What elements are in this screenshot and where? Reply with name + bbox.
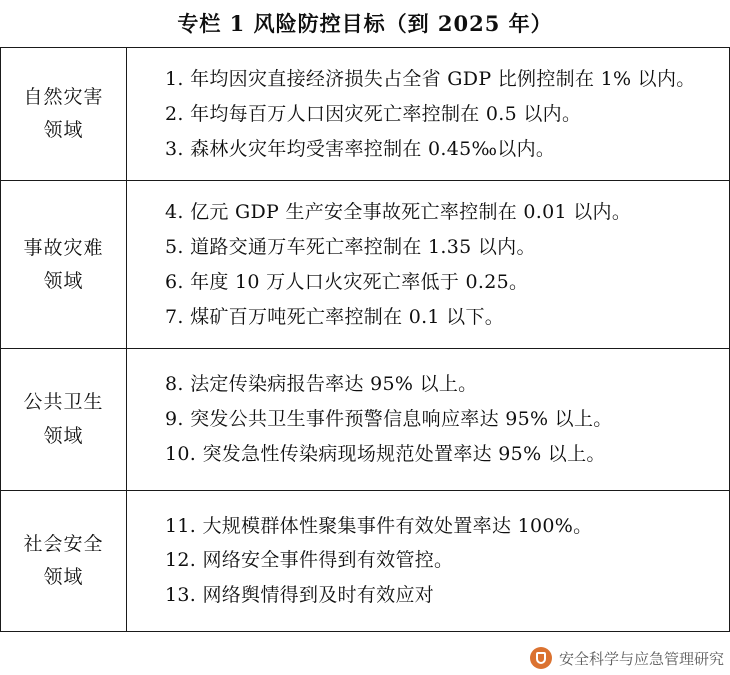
row-label-line: 领域 [43,565,84,588]
list-item: 8. 法定传染病报告率达 95% 以上。 [165,373,478,396]
row-label-natural-disaster [1,48,127,181]
row-label-line: 事故灾难 [23,236,104,259]
list-item: 9. 突发公共卫生事件预警信息响应率达 95% 以上。 [165,408,613,431]
row-items-accident-disaster [127,181,730,349]
page-title: 专栏 1 风险防控目标（到 2025 年） [177,11,553,36]
list-item: 13. 网络舆情得到及时有效应对 [165,584,435,607]
list-item: 2. 年均每百万人口因灾死亡率控制在 0.5 以内。 [165,102,582,125]
list-item: 3. 森林火灾年均受害率控制在 0.45‰以内。 [165,137,556,160]
row-label-public-health [1,349,127,490]
list-item: 12. 网络安全事件得到有效管控。 [165,549,454,572]
table-row [1,48,730,181]
list-item: 11. 大规模群体性聚集事件有效处置率达 100%。 [165,514,593,537]
row-label-line: 领域 [43,424,84,447]
table-row [1,349,730,490]
list-item: 6. 年度 10 万人口火灾死亡率低于 0.25。 [165,270,529,293]
row-label-social-security [1,490,127,631]
row-label-line: 自然灾害 [23,85,104,108]
row-label-line: 领域 [43,119,84,142]
list-item: 10. 突发急性传染病现场规范处置率达 95% 以上。 [165,442,606,465]
table-row [1,181,730,349]
list-item: 4. 亿元 GDP 生产安全事故死亡率控制在 0.01 以内。 [165,201,632,224]
watermark [530,647,724,669]
row-label-accident-disaster [1,181,127,349]
row-label-line: 领域 [43,269,84,292]
row-items-social-security [127,490,730,631]
row-label-line: 社会安全 [23,532,104,555]
list-item: 7. 煤矿百万吨死亡率控制在 0.1 以下。 [165,305,505,328]
table-row [1,490,730,631]
list-item: 5. 道路交通万车死亡率控制在 1.35 以内。 [165,236,536,259]
shield-icon [530,647,552,669]
row-label-line: 公共卫生 [23,391,104,414]
list-item: 1. 年均因灾直接经济损失占全省 GDP 比例控制在 1% 以内。 [165,68,696,90]
risk-targets-table [0,47,730,632]
watermark-text: 安全科学与应急管理研究 [558,649,724,668]
row-items-natural-disaster [127,48,730,181]
row-items-public-health [127,349,730,490]
